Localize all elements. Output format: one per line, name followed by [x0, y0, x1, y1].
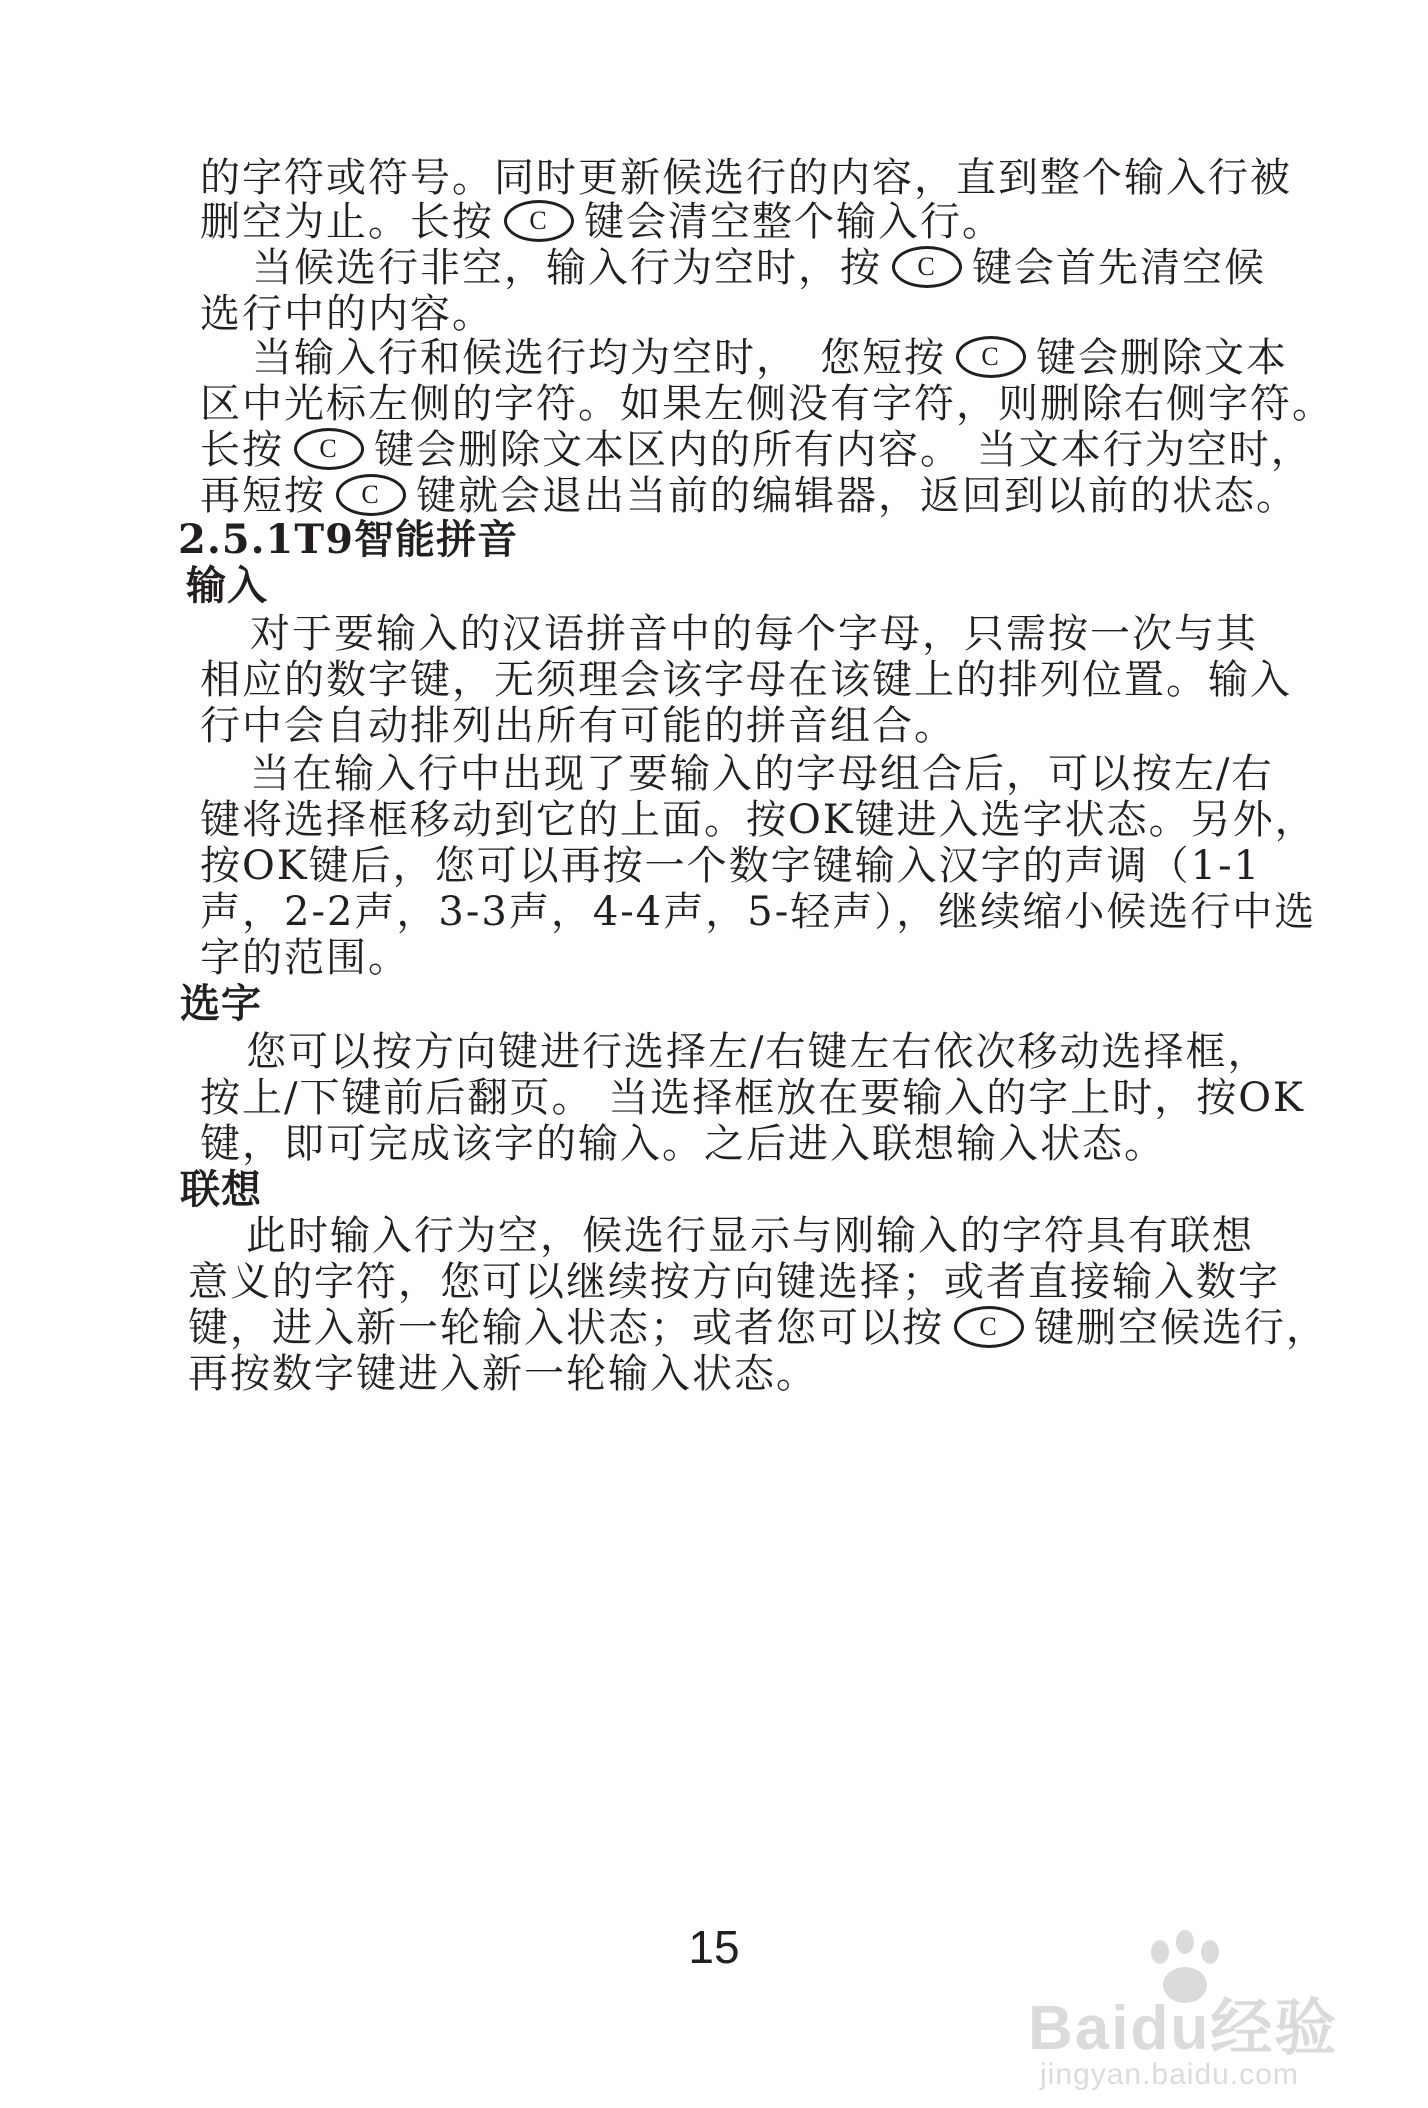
- c-key-icon: C: [956, 336, 1026, 378]
- text-line: [200, 200, 1004, 246]
- text-fragment: 删空为止。长按: [200, 199, 494, 245]
- text-fragment: 当输入行和候选行均为空时， 您短按: [252, 335, 946, 381]
- text-line: 意义的字符，您可以继续按方向键选择；或者直接输入数字: [188, 1259, 1280, 1305]
- text-fragment: 键，进入新一轮输入状态；或者您可以按: [188, 1305, 944, 1351]
- text-line: 按OK键后，您可以再按一个数字键输入汉字的声调（1-1: [200, 843, 1262, 889]
- text-line: 对于要输入的汉语拼音中的每个字母，只需按一次与其: [250, 611, 1258, 657]
- text-line: 声，2-2声，3-3声，4-4声，5-轻声），继续缩小候选行中选: [200, 889, 1317, 935]
- text-line: 区中光标左侧的字符。如果左侧没有字符，则删除右侧字符。: [200, 381, 1334, 427]
- text-line: [252, 246, 1266, 292]
- c-key-icon: C: [954, 1306, 1024, 1348]
- text-line: 键，即可完成该字的输入。之后进入联想输入状态。: [200, 1121, 1166, 1167]
- text-line: [200, 428, 1313, 474]
- text-fragment: 当候选行非空，输入行为空时，按: [252, 245, 882, 291]
- text-line: 字的范围。: [200, 935, 410, 981]
- subheading-select: 选字: [180, 980, 262, 1027]
- watermark-brand: Baidu经验: [1028, 1994, 1339, 2063]
- text-line: 当在输入行中出现了要输入的字母组合后，可以按左/右: [250, 751, 1274, 797]
- subheading-association: 联想: [180, 1166, 262, 1213]
- watermark-url: jingyan.baidu.com: [1040, 2058, 1299, 2091]
- text-line: 您可以按方向键进行选择左/右键左右依次移动选择框，: [246, 1029, 1270, 1075]
- text-line: 此时输入行为空，候选行显示与刚输入的字符具有联想: [246, 1213, 1254, 1259]
- section-title: 2.5.1T9智能拼音: [178, 516, 518, 563]
- text-fragment: 键会首先清空候: [972, 245, 1266, 291]
- text-fragment: 再短按: [200, 473, 326, 519]
- text-line: 选行中的内容。: [200, 291, 494, 337]
- text-line: 按上/下键前后翻页。 当选择框放在要输入的字上时，按OK: [200, 1075, 1305, 1121]
- text-line: 行中会自动排列出所有可能的拼音组合。: [200, 703, 956, 749]
- text-fragment: 键删空候选行，: [1034, 1305, 1328, 1351]
- baidu-watermark: [1020, 1930, 1420, 2100]
- subheading-input: 输入: [186, 562, 268, 609]
- text-line: 的字符或符号。同时更新候选行的内容，直到整个输入行被: [200, 155, 1292, 201]
- text-fragment: 键会删除文本区内的所有内容。 当文本行为空时，: [374, 427, 1313, 473]
- text-line: 再按数字键进入新一轮输入状态。: [188, 1351, 818, 1397]
- text-line: [200, 474, 1298, 520]
- text-line: [188, 1306, 1328, 1352]
- text-line: 相应的数字键，无须理会该字母在该键上的排列位置。输入: [200, 657, 1292, 703]
- text-fragment: 长按: [200, 427, 284, 473]
- text-fragment: 键会删除文本: [1036, 335, 1288, 381]
- c-key-icon: C: [504, 200, 574, 242]
- c-key-icon: C: [294, 428, 364, 470]
- text-line: [252, 336, 1288, 382]
- c-key-icon: C: [336, 474, 406, 516]
- c-key-icon: C: [892, 246, 962, 288]
- text-line: 键将选择框移动到它的上面。按OK键进入选字状态。另外，: [200, 797, 1317, 843]
- text-fragment: 键就会退出当前的编辑器，返回到以前的状态。: [416, 473, 1298, 519]
- page-number: 15: [688, 1921, 740, 1973]
- text-fragment: 键会清空整个输入行。: [584, 199, 1004, 245]
